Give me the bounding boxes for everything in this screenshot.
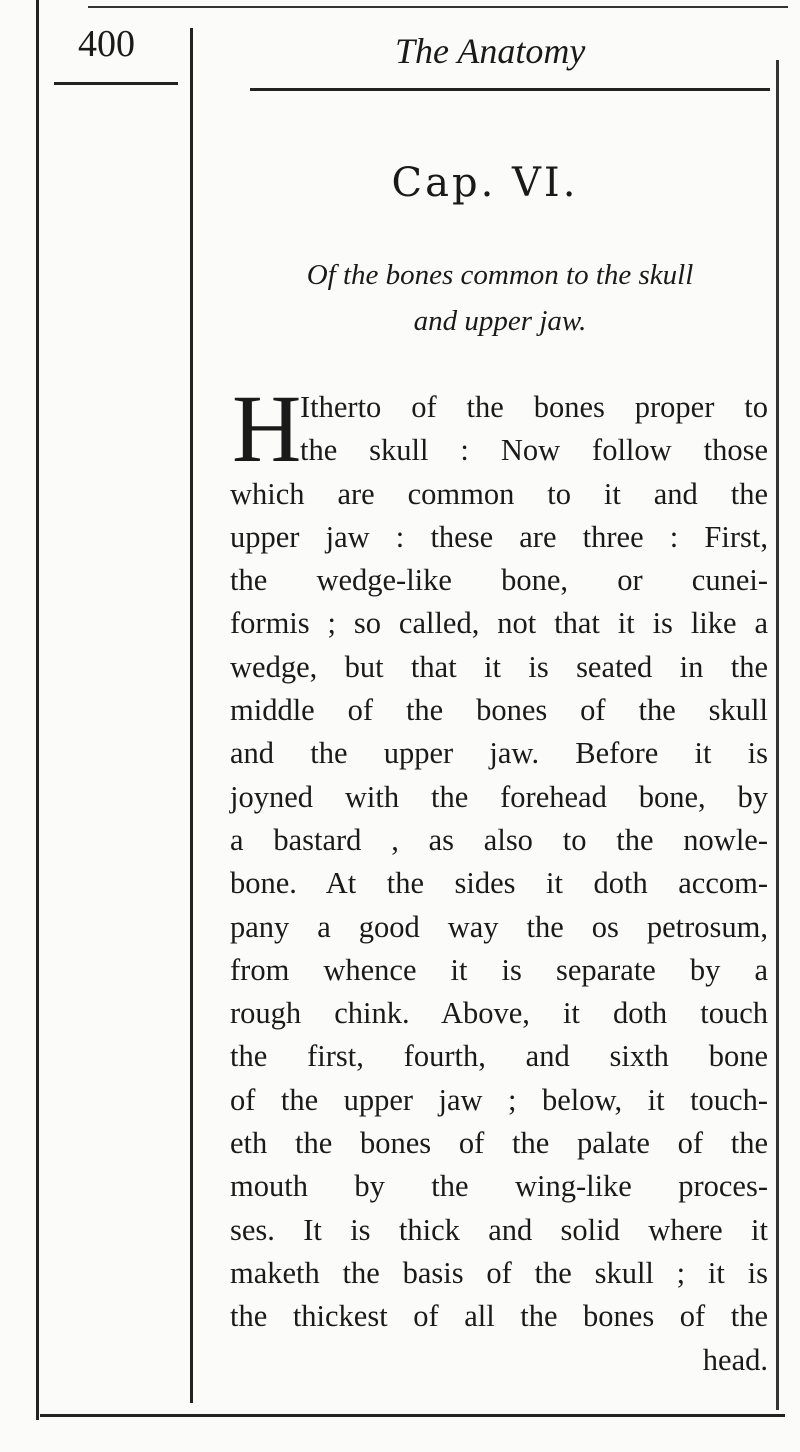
body-line: joyned with the forehead bone, by (230, 779, 768, 814)
body-line: the skull : Now follow those (300, 433, 768, 468)
body-line: rough chink. Above, it doth touch (230, 996, 768, 1031)
body-line: which are common to it and the (230, 476, 768, 511)
header-rule (250, 88, 770, 91)
body-line: eth the bones of the palate of the (230, 1126, 768, 1161)
top-rule (88, 6, 788, 8)
body-line: bone. At the sides it doth accom- (230, 866, 768, 901)
body-line: Itherto of the bones proper to (300, 390, 768, 424)
body-line: mouth by the wing-like proces- (230, 1169, 768, 1204)
body-line: the wedge-like bone, or cunei- (230, 563, 768, 598)
chapter-subtitle (230, 252, 770, 344)
right-margin-rule (776, 60, 779, 1410)
body-line: pany a good way the os petrosum, (230, 909, 768, 944)
body-line: a bastard , as also to the nowle- (230, 822, 768, 857)
body-line: wedge, but that it is seated in the (230, 649, 768, 684)
body-line: the thickest of all the bones of the (230, 1299, 768, 1334)
subtitle-line: and upper jaw. (413, 305, 587, 337)
body-line: middle of the bones of the skull (230, 693, 768, 728)
body-line: upper jaw : these are three : First, (230, 519, 768, 554)
body-line: maketh the basis of the skull ; it is (230, 1255, 768, 1290)
body-line: from whence it is separate by a (230, 952, 768, 987)
body-line: of the upper jaw ; below, it touch- (230, 1082, 768, 1117)
outer-margin-rule (36, 0, 39, 1420)
column-rule (190, 28, 193, 1403)
body-line: the first, fourth, and sixth bone (230, 1039, 768, 1074)
body-line: ses. It is thick and solid where it (230, 1212, 768, 1247)
subtitle-line: Of the bones common to the skull (306, 259, 694, 291)
body-text (230, 375, 768, 1382)
body-line: and the upper jaw. Before it is (230, 736, 768, 771)
page-number-rule (54, 82, 178, 85)
bottom-rule (40, 1414, 785, 1417)
drop-cap: H (232, 375, 302, 482)
chapter-heading: Cap. VI. (391, 160, 579, 206)
page-number: 400 (78, 23, 135, 65)
running-head: The Anatomy (395, 31, 586, 71)
body-line: head. (702, 1342, 768, 1377)
body-line: formis ; so called, not that it is like a (230, 606, 768, 641)
